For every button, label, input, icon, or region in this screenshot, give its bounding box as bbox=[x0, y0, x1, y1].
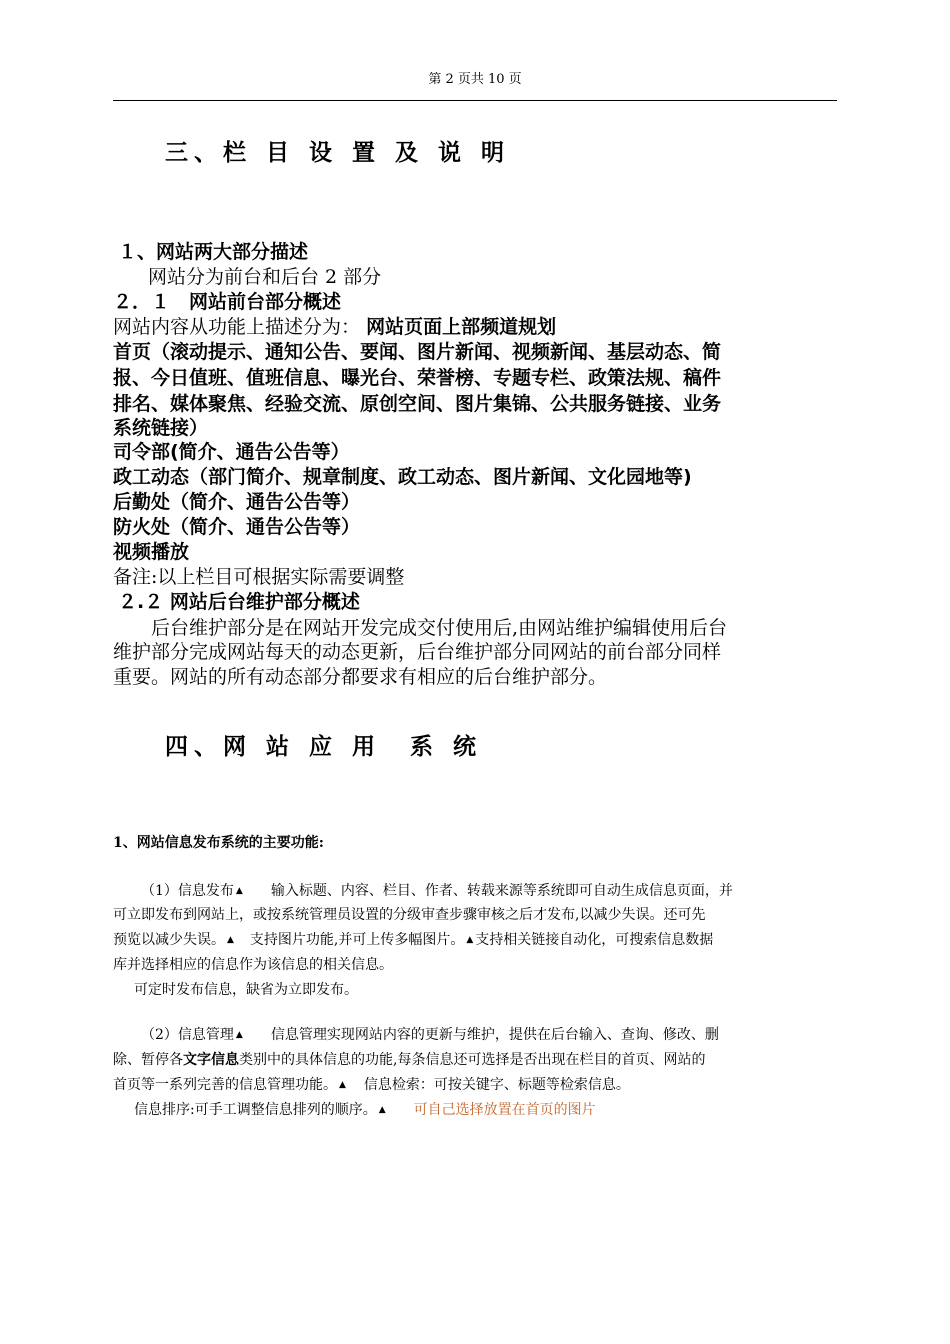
subsection-2-1-intro bbox=[113, 315, 837, 339]
manage-highlight-text: 可自己选择放置在首页的图片 bbox=[413, 1102, 596, 1118]
manage-text: 信息管理实现网站内容的更新与维护，提供在后台输入、查询、修改、删 bbox=[270, 1027, 719, 1043]
item-politics: 政工动态（部门简介、规章制度、政工动态、图片新闻、文化园地等) bbox=[113, 466, 692, 488]
bullet-mark: ▲ bbox=[227, 935, 234, 945]
manage-search: 信息检索：可按关键字、标题等检索信息。 bbox=[363, 1077, 630, 1093]
publish-line-3 bbox=[113, 928, 837, 952]
manage-sort: 信息排序:可手工调整信息排列的顺序。 bbox=[134, 1102, 377, 1118]
section-4-title: 四、网 站 应 用 系 统 bbox=[165, 734, 483, 760]
backend-line-3: 重要。网站的所有动态部分都要求有相应的后台维护部分。 bbox=[113, 666, 608, 688]
bullet-mark: ▲ bbox=[235, 886, 243, 896]
publish-line-1 bbox=[113, 879, 837, 903]
manage-line-1 bbox=[113, 1023, 837, 1047]
section-3-title: 三、栏 目 设 置 及 说 明 bbox=[165, 140, 511, 166]
publish-line-2: 可立即发布到网站上，或按系统管理员设置的分级审查步骤审核之后才发布,以减少失误。还可先 bbox=[113, 907, 706, 923]
subsection-1-text: 网站分为前台和后台 2 部分 bbox=[148, 266, 382, 288]
intro-bold-text: 网站页面上部频道规划 bbox=[366, 316, 557, 338]
publish-preview: 预览以减少失误。 bbox=[113, 932, 225, 948]
page-header: 第 2 页共 10 页 bbox=[428, 72, 522, 87]
item-video: 视频播放 bbox=[113, 541, 190, 563]
manage-text-a: 除、暂停各 bbox=[113, 1052, 183, 1068]
publish-images: 支持图片功能,并可上传多幅图片。 bbox=[249, 932, 465, 948]
header-rule bbox=[113, 100, 837, 101]
manage-functions: 首页等一系列完善的信息管理功能。 bbox=[113, 1077, 337, 1093]
publish-text: 输入标题、内容、栏目、作者、转载来源等系统即可自动生成信息页面，并 bbox=[270, 883, 733, 899]
backend-line-2: 维护部分完成网站每天的动态更新，后台维护部分同网站的前台部分同样 bbox=[113, 641, 722, 663]
home-line-4: 系统链接） bbox=[113, 417, 209, 439]
subsection-1-heading: １、网站两大部分描述 bbox=[118, 241, 309, 263]
manage-label: （2）信息管理 bbox=[141, 1027, 234, 1043]
backend-line-1: 后台维护部分是在网站开发完成交付使用后,由网站维护编辑使用后台 bbox=[113, 617, 728, 639]
manage-line-2 bbox=[113, 1048, 837, 1072]
system-functions-heading: 1、网站信息发布系统的主要功能: bbox=[113, 835, 324, 851]
bullet-mark: ▲ bbox=[339, 1080, 346, 1090]
note-text: 备注:以上栏目可根据实际需要调整 bbox=[113, 566, 405, 588]
publish-line-5: 可定时发布信息，缺省为立即发布。 bbox=[134, 982, 358, 998]
subsection-2-2-heading: ２.２ 网站后台维护部分概述 bbox=[118, 591, 360, 613]
publish-links: 支持相关链接自动化，可搜索信息数据 bbox=[475, 932, 714, 948]
bullet-mark: ▲ bbox=[466, 935, 474, 945]
manage-line-4 bbox=[134, 1098, 858, 1122]
home-line-3: 排名、媒体聚焦、经验交流、原创空间、图片集锦、公共服务链接、业务 bbox=[113, 393, 722, 415]
publish-line-4: 库并选择相应的信息作为该信息的相关信息。 bbox=[113, 957, 393, 973]
item-command: 司令部(简介、通告公告等） bbox=[113, 441, 350, 463]
item-logistics: 后勤处（简介、通告公告等） bbox=[113, 491, 361, 513]
publish-label: （1）信息发布 bbox=[141, 883, 234, 899]
home-line-2: 报、今日值班、值班信息、曝光台、荣誉榜、专题专栏、政策法规、稿件 bbox=[113, 367, 722, 389]
manage-text-b: 类别中的具体信息的功能,每条信息还可选择是否出现在栏目的首页、网站的 bbox=[239, 1052, 706, 1068]
manage-bold-text: 文字信息 bbox=[183, 1052, 239, 1068]
bullet-mark: ▲ bbox=[235, 1030, 243, 1040]
intro-text: 网站内容从功能上描述分为： bbox=[113, 316, 361, 338]
subsection-2-1-heading: ２．１ 网站前台部分概述 bbox=[113, 291, 342, 313]
bullet-mark: ▲ bbox=[378, 1105, 386, 1115]
manage-line-3 bbox=[113, 1073, 837, 1097]
item-fire: 防火处（简介、通告公告等） bbox=[113, 516, 361, 538]
home-line-1: 首页（滚动提示、通知公告、要闻、图片新闻、视频新闻、基层动态、简 bbox=[113, 341, 722, 363]
